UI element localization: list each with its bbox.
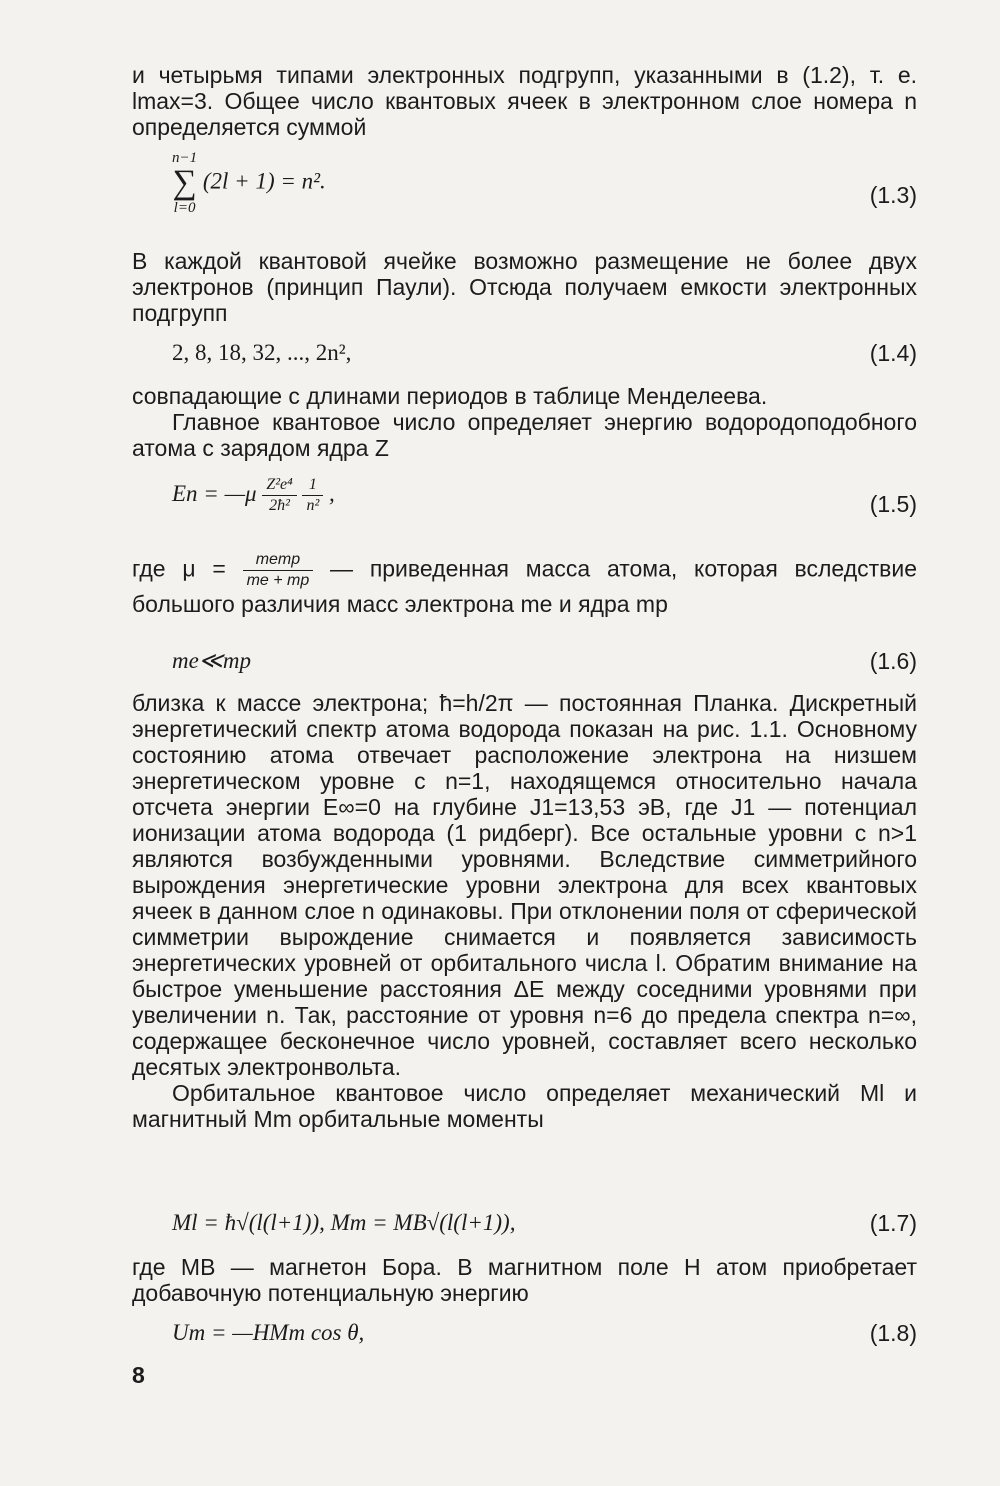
paragraph-spectrum: близка к массе электрона; ħ=h/2π — постоянная Планка. Дискретный энергетический спектр атома водорода показан на рис. 1.1. Основному состоянию атома отвечает расположение электрона на низшем энергетическом уровне с n=1, находящемся относительно начала отсчета энергии E∞=0 на глубине J1=13,53 эВ, где J1 — потенциал ионизации атома водорода (1 ридберг). Все остальные уровни с n>1 являются возбужденными уровнями. Вследствие симметрийного вырождения энергетические уровни электрона для всех квантовых ячеек в данном слое n одинаковы. При отклонении поля от сферической симметрии вырождение снимается и появляется зависимость энергетических уровней от орбитального числа l. Обратим внимание на быстрое уменьшение расстояния ΔE между соседними уровнями при увеличении n. Так, расстояние от уровня n=6 до предела спектра n=∞, содержащее бесконечное число уровней, составляет всего несколько десятых электронвольта. Орбитальное квантовое число определяет механический Ml и магнитный Mm орбитальные моменты <box>132 690 917 1132</box>
equation-number: (1.8) <box>869 1320 917 1346</box>
paragraph-intro: и четырьмя типами электронных подгрупп, указанными в (1.2), т. е. lmax=3. Общее число квантовых ячеек в электронном слое номера n определяется суммой <box>132 62 917 140</box>
sum-symbol: n−1 ∑ l=0 <box>172 150 198 216</box>
equation-1-5: En = —μ $\frac{\text{Z²e⁴}}{\text{2ħ²}}$ $\frac{1}{\text{n²}}$ , (1.5) <box>172 476 917 517</box>
paragraph-reduced-mass: где μ = $\frac{\text{memp}}{me + mp}$ — приведенная масса атома, которая вследствие большого различия масс электрона me и ядра mp <box>132 551 918 617</box>
equation-expression: Ml = ħ√(l(l+1)), Mm = MB√(l(l+1)), <box>172 1210 516 1235</box>
page-number: 8 <box>132 1362 145 1388</box>
equation-expression: Um = —HMm cos θ, <box>172 1320 365 1345</box>
equation-number: (1.4) <box>869 340 917 366</box>
equation-number: (1.7) <box>869 1210 917 1236</box>
paragraph-pauli: В каждой квантовой ячейке возможно размещение не более двух электронов (принцип Паули). Отсюда получаем емкости электронных подгрупп <box>132 248 917 326</box>
equation-number: (1.5) <box>869 491 917 517</box>
equation-number: (1.3) <box>869 182 917 208</box>
paragraph-mendeleev: совпадающие с длинами периодов в таблице Менделеева. Главное квантовое число определяет энергию водородоподобного атома с зарядом ядра Z <box>132 383 917 461</box>
equation-number: (1.6) <box>869 648 917 674</box>
equation-expression: (2l + 1) = n². <box>202 168 326 194</box>
equation-expression: 2, 8, 18, 32, ..., 2n², <box>172 340 352 365</box>
fraction: $\frac{\text{Z²e⁴}}{\text{2ħ²}}$ <box>262 475 296 516</box>
reduced-mass-fraction: $\frac{\text{memp}}{me + mp}$ <box>243 550 314 591</box>
paragraph-bohr: где MB — магнетон Бора. В магнитном поле H атом приобретает добавочную потенциальную энергию <box>132 1254 917 1306</box>
equation-1-3 <box>132 150 917 230</box>
equation-expression: me≪mp <box>172 648 252 673</box>
fraction: $\frac{1}{\text{n²}}$ <box>302 475 323 516</box>
